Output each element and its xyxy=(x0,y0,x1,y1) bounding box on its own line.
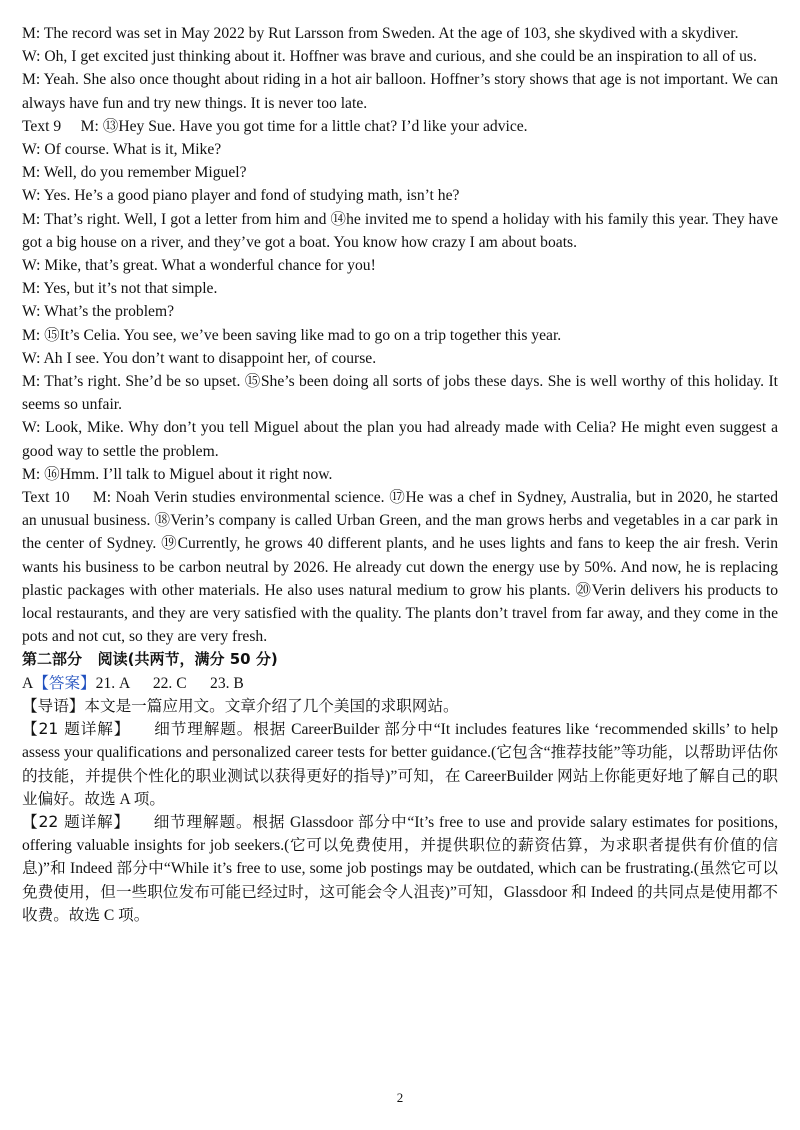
question-21-explanation xyxy=(22,718,782,811)
transcript-line: M: That’s right. Well, I got a letter from him and ⑭he invited me to spend a holiday with his family this year. They have got a big house on a river, and they’ve got a boat. You know how crazy I am about boats. xyxy=(22,210,778,251)
intro-tag: 【导语】 xyxy=(22,696,85,715)
transcript-line: M: ⑯Hmm. I’ll talk to Miguel about it right now. xyxy=(22,465,333,483)
transcript-text9-start: Text 9 M: ⑬Hey Sue. Have you got time for a little chat? I’d like your advice. xyxy=(22,117,528,135)
document-page xyxy=(22,22,782,927)
transcript-line: W: What’s the problem? xyxy=(22,303,174,321)
transcript-line: W: Oh, I get excited just thinking about it. Hoffner was brave and curious, and she could be an inspiration to all of us. xyxy=(22,48,757,66)
transcript-line: W: Look, Mike. Why don’t you tell Miguel about the plan you had already made with Celia? He might even suggest a good way to settle the problem. xyxy=(22,419,778,460)
transcript-line: W: Yes. He’s a good piano player and fond of studying math, isn’t he? xyxy=(22,187,460,205)
q22-tag: 【22 题详解】 xyxy=(22,812,130,831)
passage-label: A xyxy=(22,674,34,692)
q22-text: 细节理解题。根据 Glassdoor 部分中“It’s free to use and provide salary estimates for positions, offering valuable insights for job seekers.(它可以免费使用，并提供职位的薪资估算，为求职者提供有价值的信息)”和 Indeed 部分中“While it’s free to use, some job postings may be outdated, which can be frustrating.(虽然它可以免费使用，但一些职位发布可能已经过时，这可能会令人沮丧)”可知，Glassdoor 和 Indeed 的共同点是使用都不收费。故选 C 项。 xyxy=(22,813,782,924)
q21-tag: 【21 题详解】 xyxy=(22,720,131,739)
transcript-line: W: Of course. What is it, Mike? xyxy=(22,141,222,159)
transcript-line: W: Mike, that’s great. What a wonderful chance for you! xyxy=(22,257,376,275)
transcript-text10: Text 10 M: Noah Verin studies environmental science. ⑰He was a chef in Sydney, Australia, but in 2020, he started an unusual business. ⑱Verin’s company is called Urban Green, and the man grows herbs and vegetables in a car park in the center of Sydney. ⑲Currently, he grows 40 different plants, and he uses lights and fans to keep the air fresh. Verin wants his business to be carbon neutral by 2026. He already cut down the energy use by 50%. And now, he is replacing plastic packages with other materials. He also uses natural medium to grow his plants. ⑳Verin delivers his products to local restaurants, and they are very satisfied with the quality. The plants don’t travel from far away, and they come in the pots and not cut, so they are very fresh. xyxy=(22,489,782,646)
page-number: 2 xyxy=(396,1090,404,1105)
q21-text: 细节理解题。根据 CareerBuilder 部分中“It includes features like ‘recommended skills’ to help assess your qualifications and personalized career tests for better guidance.(它包含“推荐技能”等功能，以帮助评估你的技能，并提供个性化的职业测试以获得更好的指导)”可知，在 CareerBuilder 网站上你能更好地了解自己的职业偏好。故选 A 项。 xyxy=(22,721,782,808)
transcript-line: M: That’s right. She’d be so upset. ⑮She’s been doing all sorts of jobs these days. She is well worthy of this holiday. It seems so unfair. xyxy=(22,373,778,414)
intro-text: 本文是一篇应用文。文章介绍了几个美国的求职网站。 xyxy=(84,697,459,715)
answer-keys: 21. A 22. C 23. B xyxy=(95,674,244,692)
answer-line xyxy=(22,672,778,695)
transcript-line: W: Ah I see. You don’t want to disappoint her, of course. xyxy=(22,349,377,367)
transcript-line: M: Yeah. She also once thought about riding in a hot air balloon. Hoffner’s story shows that age is not important. We can always have fun and try new things. It is never too late. xyxy=(22,71,778,112)
listening-transcript xyxy=(22,22,782,648)
section-heading: 第二部分 阅读(共两节，满分 50 分) xyxy=(22,650,278,669)
question-22-explanation xyxy=(22,811,782,927)
transcript-line: M: ⑮It’s Celia. You see, we’ve been saving like mad to go on a trip together this year. xyxy=(22,326,562,344)
reading-section xyxy=(22,648,782,926)
transcript-line: M: Well, do you remember Miguel? xyxy=(22,164,247,182)
transcript-line: M: The record was set in May 2022 by Rut Larsson from Sweden. At the age of 103, she skydived with a skydiver. xyxy=(22,25,739,42)
answer-tag: 【答案】 xyxy=(33,673,96,692)
transcript-line: M: Yes, but it’s not that simple. xyxy=(22,280,218,298)
intro-paragraph xyxy=(22,695,778,718)
